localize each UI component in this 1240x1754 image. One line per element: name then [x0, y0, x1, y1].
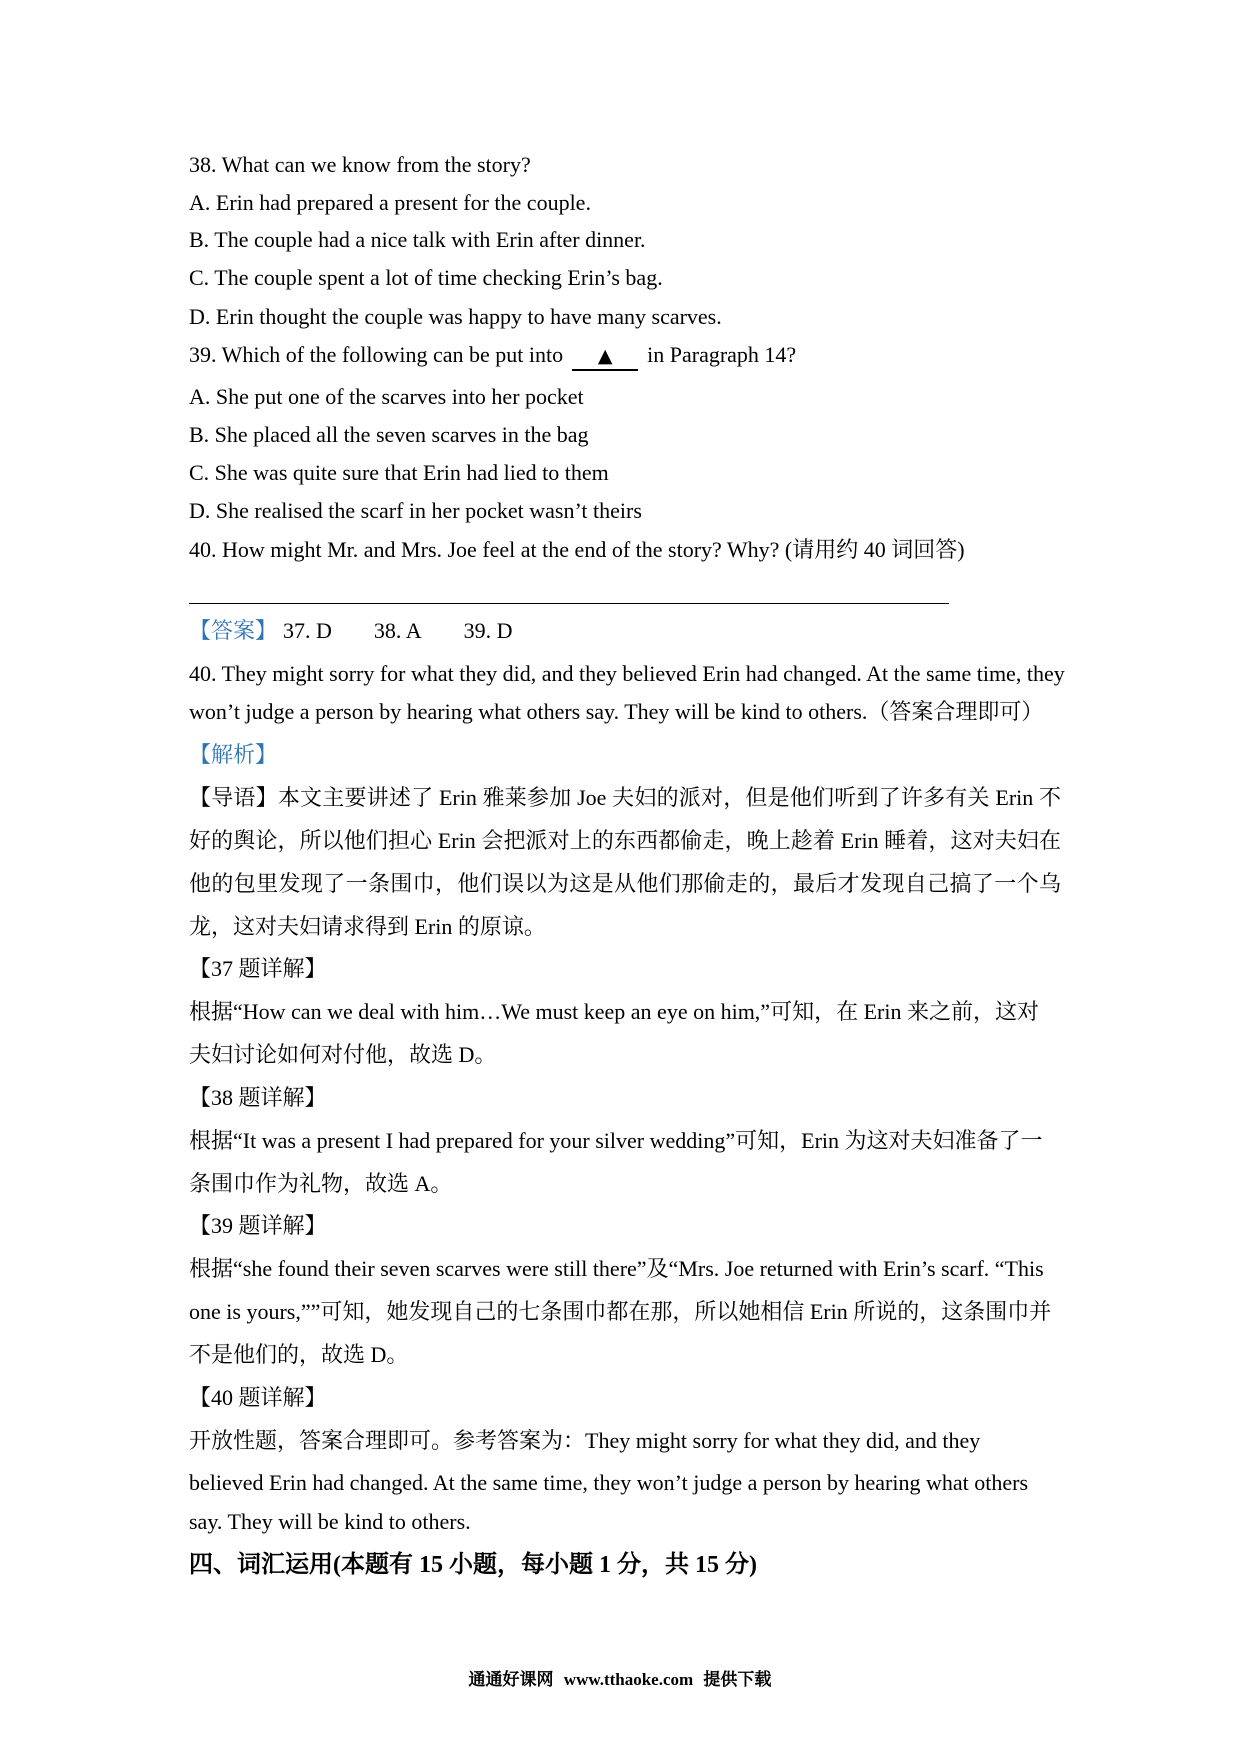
- answer-key-38: 38. A: [373, 618, 422, 643]
- answer-40-line: won’t judge a person by hearing what others say. They will be kind to others.（答案合理即可）: [189, 699, 1044, 724]
- detail-40-line: 开放性题，答案合理即可。参考答案为：They might sorry for what they did, and they: [189, 1428, 981, 1453]
- page-footer: 通通好课网 www.tthaoke.com 提供下载: [468, 1670, 772, 1689]
- detail-39-line: 不是他们的，故选 D。: [189, 1342, 409, 1367]
- question-39-stem: [189, 340, 796, 370]
- detail-38-heading: 【38 题详解】: [189, 1085, 327, 1110]
- detail-40-heading: 【40 题详解】: [189, 1385, 327, 1410]
- answer-writing-line: [189, 603, 949, 604]
- detail-39-heading: 【39 题详解】: [189, 1213, 327, 1238]
- answer-label: 【答案】: [189, 618, 278, 643]
- question-39-option-a: A. She put one of the scarves into her pocket: [189, 384, 584, 409]
- question-38-option-c: C. The couple spent a lot of time checking Erin’s bag.: [189, 265, 663, 290]
- detail-38-line: 根据“It was a present I had prepared for your silver wedding”可知，Erin 为这对夫妇准备了一: [189, 1128, 1043, 1153]
- detail-39-line: 根据“she found their seven scarves were still there”及“Mrs. Joe returned with Erin’s scarf. “This: [189, 1256, 1044, 1281]
- question-39-stem-before: 39. Which of the following can be put into: [189, 342, 564, 367]
- answer-40-line: 40. They might sorry for what they did, and they believed Erin had changed. At the same time, they: [189, 661, 1065, 686]
- detail-37-heading: 【37 题详解】: [189, 956, 327, 981]
- detail-38-line: 条围巾作为礼物，故选 A。: [189, 1171, 453, 1196]
- question-39-option-d: D. She realised the scarf in her pocket wasn’t theirs: [189, 498, 642, 523]
- detail-40-line: say. They will be kind to others.: [189, 1509, 471, 1534]
- section-heading: 四、词汇运用(本题有 15 小题，每小题 1 分，共 15 分): [189, 1552, 757, 1578]
- analysis-intro-line: 【导语】本文主要讲述了 Erin 雅莱参加 Joe 夫妇的派对，但是他们听到了许多有关 Erin 不: [189, 785, 1061, 810]
- question-38-option-b: B. The couple had a nice talk with Erin after dinner.: [189, 227, 646, 252]
- answer-key-37: 37. D: [283, 618, 332, 643]
- answer-blank: ▲: [572, 343, 638, 371]
- detail-37-line: 根据“How can we deal with him…We must keep an eye on him,”可知，在 Erin 来之前，这对: [189, 999, 1039, 1024]
- question-38-stem: 38. What can we know from the story?: [189, 152, 531, 177]
- question-39-stem-after: in Paragraph 14?: [647, 342, 797, 367]
- analysis-intro-line: 好的舆论，所以他们担心 Erin 会把派对上的东西都偷走，晚上趁着 Erin 睡着，这对夫妇在: [189, 828, 1061, 853]
- detail-40-line: believed Erin had changed. At the same time, they won’t judge a person by hearing what others: [189, 1470, 1029, 1495]
- answer-key-row: [189, 616, 512, 646]
- question-39-option-c: C. She was quite sure that Erin had lied to them: [189, 460, 609, 485]
- question-38-option-d: D. Erin thought the couple was happy to have many scarves.: [189, 304, 722, 329]
- detail-37-line: 夫妇讨论如何对付他，故选 D。: [189, 1042, 497, 1067]
- analysis-intro-line: 他的包里发现了一条围巾，他们误以为这是从他们那偷走的，最后才发现自己搞了一个乌: [189, 871, 1061, 896]
- question-39-option-b: B. She placed all the seven scarves in the bag: [189, 422, 589, 447]
- question-40-stem: 40. How might Mr. and Mrs. Joe feel at the end of the story? Why? (请用约 40 词回答): [189, 537, 965, 562]
- question-38-option-a: A. Erin had prepared a present for the couple.: [189, 190, 591, 215]
- analysis-intro-line: 龙，这对夫妇请求得到 Erin 的原谅。: [189, 914, 546, 939]
- answer-key-39: 39. D: [463, 618, 513, 643]
- analysis-label: 【解析】: [189, 742, 278, 767]
- detail-39-line: one is yours,””可知，她发现自己的七条围巾都在那，所以她相信 Erin 所说的，这条围巾并: [189, 1299, 1052, 1324]
